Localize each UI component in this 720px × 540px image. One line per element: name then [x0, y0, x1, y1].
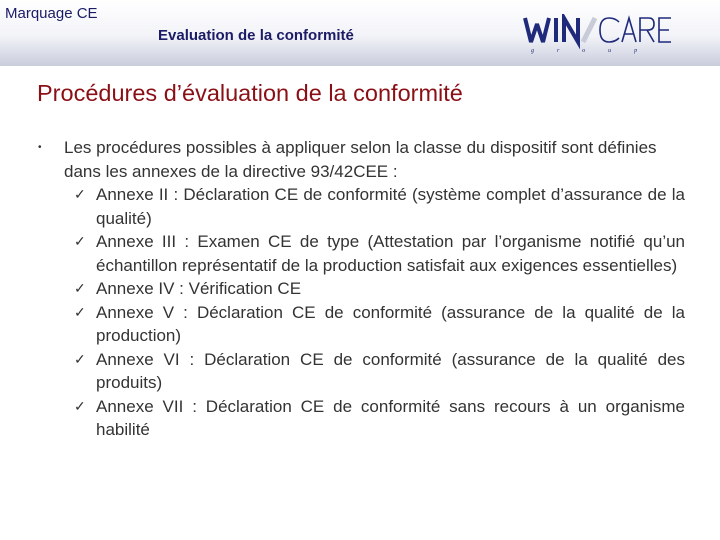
list-item-text: Annexe II : Déclaration CE de conformité (système complet d’assurance de la qualité) — [96, 185, 685, 228]
checkmark-icon: ✓ — [74, 186, 86, 202]
checkmark-icon: ✓ — [74, 233, 86, 249]
slide-title: Procédures d’évaluation de la conformité — [37, 80, 463, 106]
list-item-text: Annexe III : Examen CE de type (Attestation par l’organisme notifié qu’un échantillon représentatif de la production satisfait aux exigences essentielles) — [96, 232, 685, 275]
list-item — [64, 301, 685, 348]
list-item-text: Annexe VII : Déclaration CE de conformité sans recours à un organisme habilité — [96, 396, 685, 439]
list-item — [64, 395, 685, 442]
header-topic: Marquage CE — [5, 5, 98, 22]
svg-text:group: group — [531, 48, 661, 54]
list-item — [64, 348, 685, 395]
checkmark-icon: ✓ — [74, 397, 86, 414]
list-item — [64, 277, 685, 301]
slide-body — [36, 136, 685, 442]
checkmark-icon: ✓ — [74, 280, 86, 296]
bullet-icon: • — [38, 142, 42, 153]
slide-header — [0, 0, 720, 66]
list-item-text: Annexe IV : Vérification CE — [96, 279, 302, 298]
header-subtitle: Evaluation de la conformité — [158, 27, 354, 44]
checkmark-icon: ✓ — [74, 303, 86, 320]
intro-text: Les procédures possibles à appliquer selon la classe du dispositif sont définies dans les annexes de la directive 93/42CEE : — [64, 138, 657, 181]
list-item — [64, 230, 685, 277]
checkmark-icon: ✓ — [74, 350, 86, 367]
list-item-text: Annexe V : Déclaration CE de conformité (assurance de la qualité de la production) — [96, 302, 685, 345]
bullet-item — [36, 136, 685, 183]
annex-list — [36, 183, 685, 442]
list-item-text: Annexe VI : Déclaration CE de conformité (assurance de la qualité des produits) — [96, 349, 685, 392]
wincare-logo — [523, 14, 678, 54]
list-item — [64, 183, 685, 230]
